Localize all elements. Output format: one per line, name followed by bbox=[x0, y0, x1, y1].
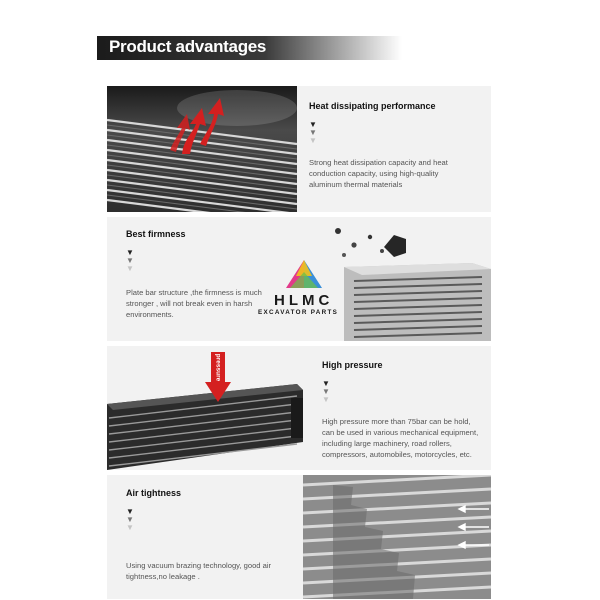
panel-description: Strong heat dissipation capacity and heat conduction capacity, using high-quality aluminum thermal materials bbox=[309, 158, 448, 189]
panel-description: High pressure more than 75bar can be hold, can be used in various mechanical equipment, including large machinery, road rollers, compressors, automobiles, motorcycles, etc. bbox=[322, 417, 479, 459]
panel-high-pressure bbox=[107, 346, 491, 470]
panel-description: Plate bar structure ,the firmness is much stronger , will not break even in harsh environments. bbox=[126, 288, 262, 319]
panel-heading: High pressure bbox=[322, 360, 383, 370]
logo-brand: HLMC bbox=[274, 292, 334, 309]
arrow-down-icon: ▼ ▼ ▼ bbox=[126, 507, 134, 532]
section-banner bbox=[97, 36, 402, 60]
logo-triangle-icon bbox=[282, 258, 326, 290]
panel-text bbox=[126, 488, 291, 582]
panel-heading: Heat dissipating performance bbox=[309, 101, 436, 111]
panel-description: Using vacuum brazing technology, good air tightness,no leakage . bbox=[126, 561, 272, 581]
watermark-logo bbox=[258, 258, 348, 320]
panel-air-tightness bbox=[107, 475, 491, 599]
arrow-down-icon: ▼ ▼ ▼ bbox=[126, 248, 134, 273]
fins-closeup-photo bbox=[303, 475, 491, 599]
panel-text bbox=[309, 101, 469, 190]
heat-arrow-icon bbox=[162, 94, 232, 164]
section-title: Product advantages bbox=[109, 37, 267, 56]
panel-heading: Best firmness bbox=[126, 229, 186, 239]
arrow-down-icon: ▼ ▼ ▼ bbox=[309, 120, 317, 145]
panel-text bbox=[322, 360, 482, 460]
arrow-down-icon: ▼ ▼ ▼ bbox=[322, 379, 330, 404]
pressure-arrow-icon bbox=[205, 352, 231, 402]
logo-subtitle: EXCAVATOR PARTS bbox=[258, 309, 339, 316]
panel-heading: Air tightness bbox=[126, 488, 182, 498]
panel-heat-dissipation bbox=[107, 86, 491, 212]
pressure-label: pressure bbox=[214, 353, 222, 382]
